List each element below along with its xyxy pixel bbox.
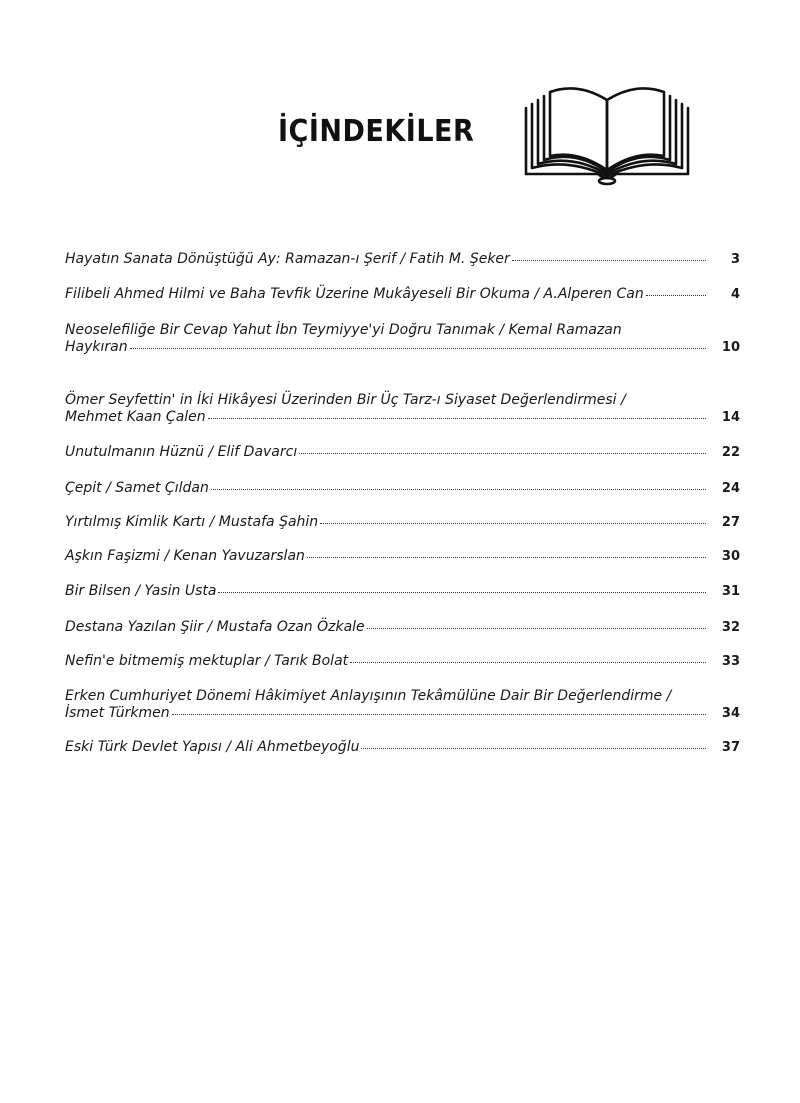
entry-title: Destana Yazılan Şiir / Mustafa Ozan Özkale	[65, 619, 365, 635]
toc-entry[interactable]	[65, 251, 740, 268]
entry-title: Erken Cumhuriyet Dönemi Hâkimiyet Anlayışının Tekâmülüne Dair Bir Değerlendirme /	[65, 688, 672, 704]
toc-entry[interactable]	[65, 739, 740, 756]
leader-dots	[367, 627, 706, 629]
leader-dots	[211, 488, 706, 490]
page-title: İÇİNDEKİLER	[278, 114, 475, 149]
entry-title-continued: Haykıran	[65, 339, 128, 355]
leader-dots	[130, 347, 706, 349]
leader-dots	[299, 452, 706, 454]
toc-entry[interactable]	[65, 480, 740, 497]
toc-entry[interactable]	[65, 444, 740, 461]
toc-entry[interactable]	[65, 688, 740, 722]
leader-dots	[320, 522, 706, 524]
toc-entry[interactable]	[65, 514, 740, 531]
entry-title: Hayatın Sanata Dönüştüğü Ay: Ramazan-ı Şerif / Fatih M. Şeker	[65, 251, 510, 267]
leader-dots	[208, 417, 706, 419]
toc-entry[interactable]	[65, 286, 740, 303]
page-number: 27	[721, 515, 740, 530]
leader-dots	[172, 713, 706, 715]
page-number: 22	[721, 445, 740, 460]
page-number: 30	[721, 549, 740, 564]
page-number: 33	[721, 654, 740, 669]
entry-title: Çepit / Samet Çıldan	[65, 480, 209, 496]
page-number: 4	[730, 287, 740, 302]
entry-title: Neoselefiliğe Bir Cevap Yahut İbn Teymiyye'yi Doğru Tanımak / Kemal Ramazan	[65, 322, 622, 338]
leader-dots	[350, 661, 706, 663]
entry-title: Eski Türk Devlet Yapısı / Ali Ahmetbeyoğlu	[65, 739, 360, 755]
toc-entry[interactable]	[65, 583, 740, 600]
entry-title: Ömer Seyfettin' in İki Hikâyesi Üzerinden Bir Üç Tarz-ı Siyaset Değerlendirmesi /	[65, 392, 626, 408]
leader-dots	[307, 556, 706, 558]
leader-dots	[646, 294, 706, 296]
entry-title: Yırtılmış Kimlik Kartı / Mustafa Şahin	[65, 514, 319, 530]
page-number: 14	[721, 410, 740, 425]
page-number: 34	[721, 706, 740, 721]
entry-title: Unutulmanın Hüznü / Elif Davarcı	[65, 444, 298, 460]
page-number: 32	[721, 620, 740, 635]
toc-entry[interactable]	[65, 392, 740, 426]
page-number: 3	[730, 252, 740, 267]
toc-entry[interactable]	[65, 322, 740, 356]
entry-title: Bir Bilsen / Yasin Usta	[65, 583, 217, 599]
page-number: 24	[721, 481, 740, 496]
page-number: 31	[721, 584, 740, 599]
leader-dots	[218, 591, 706, 593]
page-number: 37	[721, 740, 740, 755]
entry-title-continued: Mehmet Kaan Çalen	[65, 409, 206, 425]
entry-title: Nefin'e bitmemiş mektuplar / Tarık Bolat	[65, 653, 349, 669]
leader-dots	[512, 259, 706, 261]
toc-entry[interactable]	[65, 653, 740, 670]
open-book-icon	[520, 78, 695, 190]
entry-title: Filibeli Ahmed Hilmi ve Baha Tevfik Üzerine Mukâyeseli Bir Okuma / A.Alperen Can	[65, 286, 644, 302]
toc-entry[interactable]	[65, 619, 740, 636]
toc-entry[interactable]	[65, 548, 740, 565]
entry-title: Aşkın Faşizmi / Kenan Yavuzarslan	[65, 548, 305, 564]
entry-title-continued: İsmet Türkmen	[65, 705, 170, 721]
leader-dots	[361, 747, 706, 749]
page-number: 10	[721, 340, 740, 355]
